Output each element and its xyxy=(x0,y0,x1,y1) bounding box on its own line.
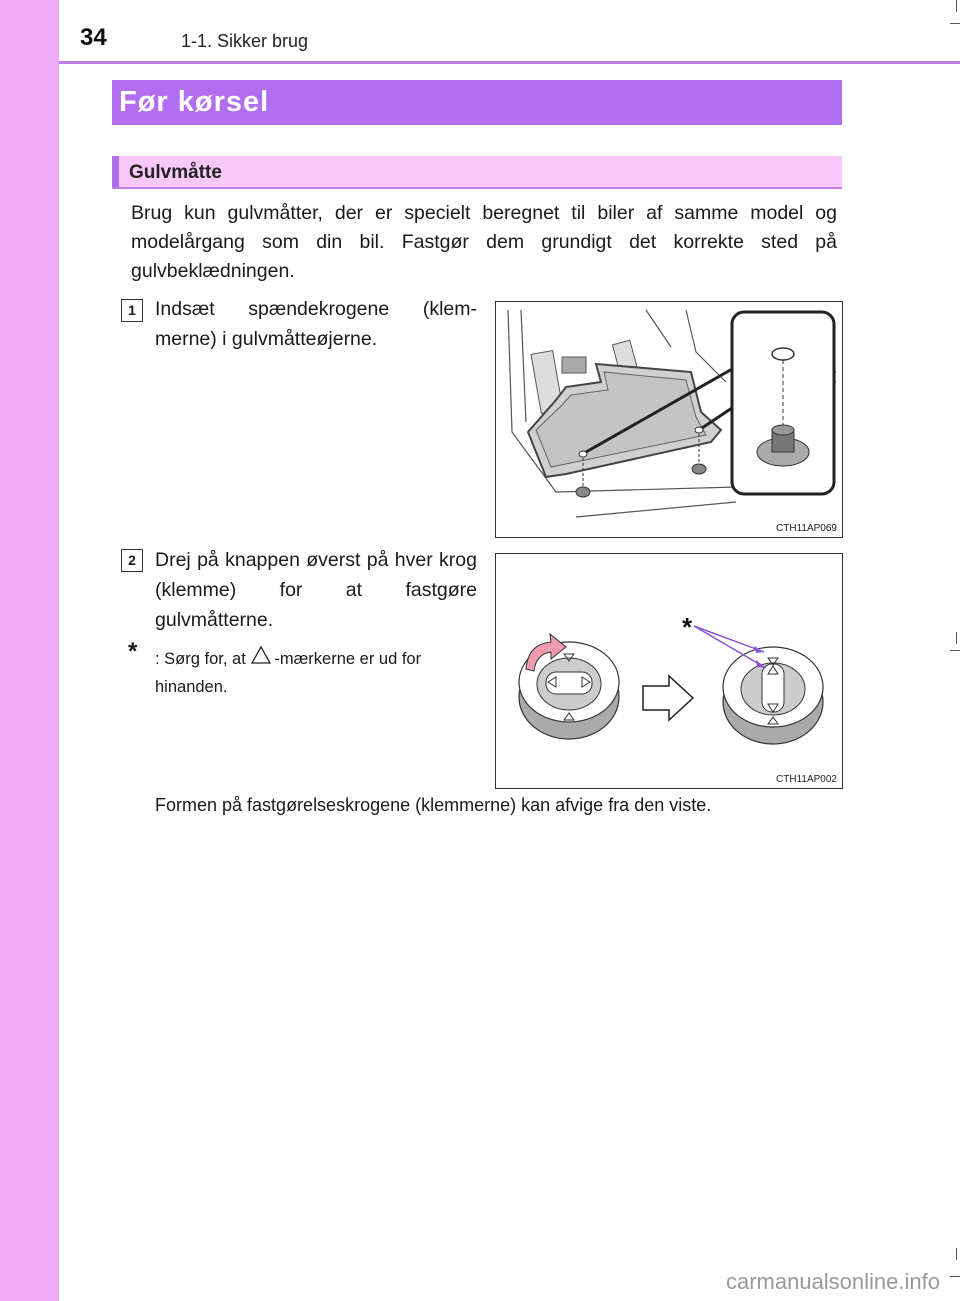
figure-hook-rotation xyxy=(495,553,843,789)
note-text xyxy=(155,645,477,701)
crop-mark xyxy=(950,1276,960,1277)
figure-code: CTH11AP069 xyxy=(776,523,837,534)
floor-mat-illustration xyxy=(496,302,842,537)
page-number: 34 xyxy=(80,24,107,51)
note-suffix: -mærkerne er ud for hinanden. xyxy=(155,649,422,696)
step-2-badge: 2 xyxy=(121,549,143,572)
subsection-banner xyxy=(112,156,842,189)
step-2-text: Drej på knappen øverst på hver krog (klemme) for at fastgøre gulvmåtterne. xyxy=(155,549,477,631)
page-sidebar xyxy=(0,0,59,1301)
figure-code: CTH11AP002 xyxy=(776,774,837,785)
footnote: Formen på fastgørelseskrogene (klemmerne) kan afvige fra den viste. xyxy=(155,795,712,815)
note-marker: * xyxy=(128,638,138,665)
watermark: carmanualsonline.info xyxy=(725,1269,940,1294)
figure-floor-mat-hooks xyxy=(495,301,843,538)
subsection-accent-bar xyxy=(112,156,119,187)
note-prefix: : Sørg for, at xyxy=(155,649,246,668)
crop-mark xyxy=(950,23,960,24)
subsection-title: Gulvmåtte xyxy=(129,162,222,183)
crop-mark xyxy=(950,650,960,651)
step-1-text: Indsæt spændekrogene (klem-merne) i gulvmåtteøjerne. xyxy=(155,298,477,350)
crop-mark xyxy=(956,1248,957,1260)
section-path: 1-1. Sikker brug xyxy=(181,31,309,51)
triangle-mark-icon xyxy=(250,645,274,674)
figure-star-marker: * xyxy=(682,612,693,642)
hook-rotation-illustration xyxy=(496,554,842,788)
main-title: Før kørsel xyxy=(112,80,842,125)
header-rule xyxy=(59,61,960,64)
crop-mark xyxy=(956,0,957,12)
crop-mark xyxy=(956,632,957,644)
intro-paragraph: Brug kun gulvmåtter, der er specielt beregnet til biler af samme model og modelårgang som din bil. Fastgør dem grundigt det korrekte sted på gulvbeklædningen. xyxy=(131,202,837,282)
step-1-badge: 1 xyxy=(121,299,143,322)
